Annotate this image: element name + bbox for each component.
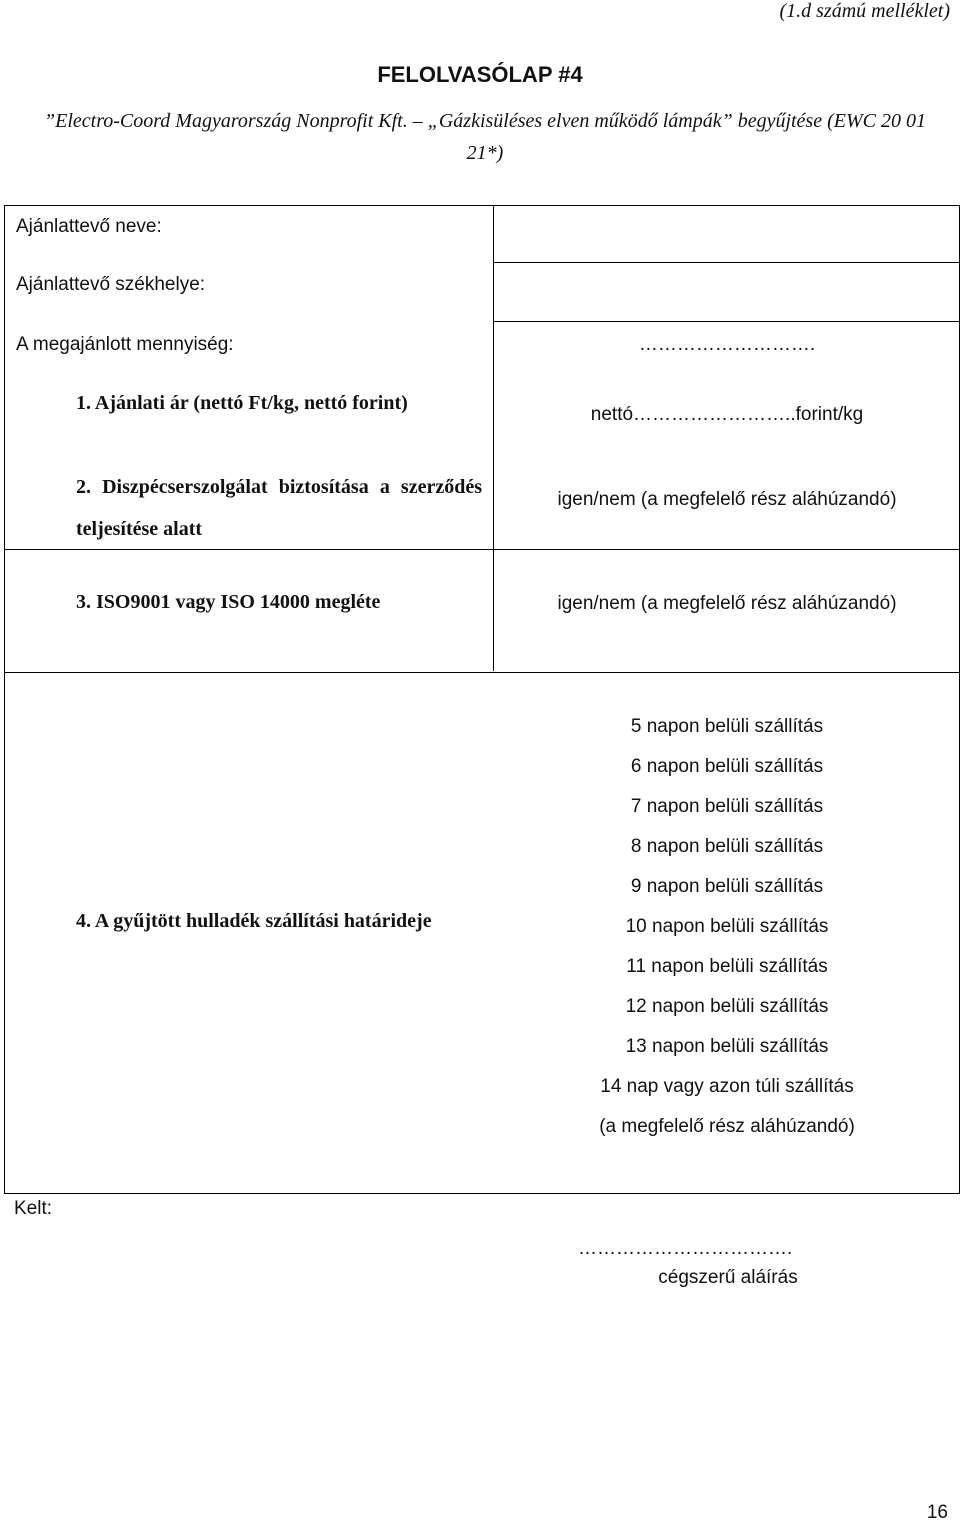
delivery-option[interactable]: 10 napon belüli szállítás (625, 916, 829, 937)
quantity-label: A megajánlott mennyiség: (16, 334, 234, 355)
item1-label: 1. Ajánlati ár (nettó Ft/kg, nettó forint) (76, 392, 408, 414)
item3-label: 3. ISO9001 vagy ISO 14000 megléte (76, 591, 381, 613)
price-field[interactable]: nettó……………………..forint/kg (590, 404, 864, 425)
page-number: 16 (926, 1502, 948, 1523)
item4-label: 4. A gyűjtött hulladék szállítási határideje (76, 910, 432, 932)
table-left-border (4, 205, 5, 1194)
date-label: Kelt: (14, 1198, 53, 1219)
row-divider (4, 672, 960, 673)
row-divider (493, 321, 960, 322)
quantity-field[interactable]: ………………………. (638, 334, 816, 355)
delivery-option[interactable]: 5 napon belüli szállítás (630, 716, 824, 737)
delivery-option[interactable]: 8 napon belüli szállítás (630, 836, 824, 857)
document-title: FELOLVASÓLAP #4 (377, 62, 583, 87)
signature-line[interactable]: ……………………………. (578, 1238, 793, 1259)
delivery-options-list (494, 712, 960, 1152)
table-bottom-border (4, 1193, 960, 1194)
delivery-note: (a megfelelő rész aláhúzandó) (599, 1116, 855, 1137)
table-top-border (4, 205, 960, 206)
iso-option[interactable]: igen/nem (a megfelelő rész aláhúzandó) (557, 593, 897, 614)
delivery-option[interactable]: 11 napon belüli szállítás (626, 956, 828, 977)
item2-label: 2. Diszpécserszolgálat biztosítása a szerződés teljesítése alatt (76, 476, 482, 540)
dispatch-option[interactable]: igen/nem (a megfelelő rész aláhúzandó) (557, 489, 897, 510)
row-divider (493, 262, 960, 263)
signature-label: cégszerű aláírás (658, 1267, 798, 1288)
delivery-option[interactable]: 6 napon belüli szállítás (630, 756, 824, 777)
delivery-option[interactable]: 7 napon belüli szállítás (630, 796, 824, 817)
annex-label: (1.d számú melléklet) (779, 0, 950, 22)
delivery-option[interactable]: 14 nap vagy azon túli szállítás (600, 1076, 854, 1097)
delivery-option[interactable]: 12 napon belüli szállítás (625, 996, 829, 1017)
document-subtitle: ”Electro-Coord Magyarország Nonprofit Kft. – „Gázkisüléses elven működő lámpák” begyűjtése (EWC 20 01 21*) (44, 110, 926, 164)
delivery-option[interactable]: 9 napon belüli szállítás (630, 876, 824, 897)
bidder-name-label: Ajánlattevő neve: (16, 216, 162, 237)
bidder-seat-label: Ajánlattevő székhelye: (16, 274, 206, 295)
delivery-option[interactable]: 13 napon belüli szállítás (625, 1036, 829, 1057)
